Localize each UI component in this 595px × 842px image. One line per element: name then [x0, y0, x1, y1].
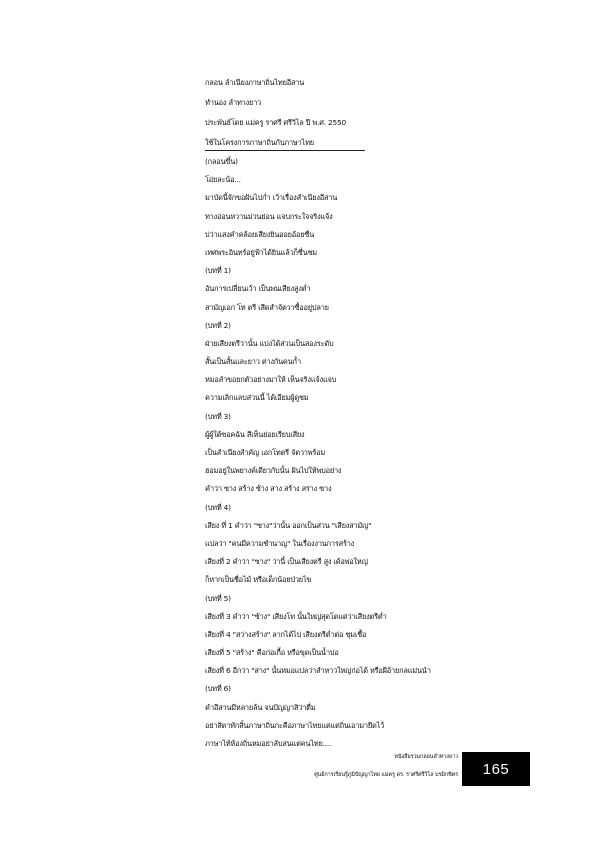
poem-line: บ่ว่าแสงคำคล้อยเสียงยินออยอ้อยซื่น — [205, 229, 315, 239]
stanza-label: (บทที่ 6) — [205, 684, 231, 694]
poem-title: กลอน ลำเนียงภาษาถิ่นไทยอีสาน — [205, 78, 305, 87]
poem-line: คำอีสานมีหลายล้น จนปัญญาสิว่าตื่ม — [205, 702, 316, 712]
poem-line: เสียงที่ 6 อีกว่า "สาง" นั้นหมอแปลว่าสำหาวใหญ่ก่อได้ หรือผีอ้ายกลแม่นนำ — [205, 666, 431, 676]
page-number: 165 — [462, 752, 530, 786]
center-credit: ศูนย์การเรียนรู้ภูมิปัญญาไทย แม่ครู ดร. ราศรีศรีวิไล บรมิกชิตร — [314, 772, 458, 778]
poem-project: ใช้ในโครงการภาษาถิ่นกับภาษาไทย — [205, 138, 314, 147]
stanza-label: (บทที่ 2) — [205, 320, 231, 330]
poem-line: เทศพระอินทร์อยู่ฟ้าได้ยินแล้วก็ซื่นชม — [205, 247, 317, 257]
poem-line: คำว่า ซาง สร้าง ซ้าง สาง สร้าง สร่าง ซาง — [205, 484, 332, 494]
poem-line: สั้นเป็นสั้นและยาว ต่างกันคนก้ำ — [205, 357, 301, 367]
poem-line: ฮอมอยู่ในพยางค์เดียวกับนั้น ฝันไปให้พบอย่าง — [205, 466, 342, 476]
poem-line: อย่าสิตาทักสิ้นภาษาถิ่นกะคือภาษาไทยแต่แต่ถิ่นเอามายึดไว้ — [205, 720, 385, 730]
poem-author: ประพันธ์โดย แม่ครู ราศรี ศรีวิไล ปี พ.ศ. 2550 — [205, 118, 347, 127]
poem-line: ภาษาไท้ห้องถิ่นหมอย่าลับสนแต่คนไทย.... — [205, 739, 332, 748]
poem-header — [205, 78, 367, 151]
poem-body — [205, 157, 465, 757]
stanza-label: (บทที่ 4) — [205, 502, 231, 512]
poem-line: ความเลิกแลบส่วนนี้ ได้เอียมผู้ดูชม — [205, 393, 309, 403]
header-divider — [205, 150, 365, 151]
poem-melody: ทำนอง ลำทางยาว — [205, 98, 262, 107]
poem-line: เสียง ที่ 1 คำว่า "ซาง"ว่านั้น ออกเป็นส่วน "เสียงสามัญ" — [205, 520, 372, 530]
stanza-label: (บทที่ 1) — [205, 266, 231, 276]
poem-line: ทางอ่อนหวานม่วนย่อน แจบกระใจจริงแจ้ง — [205, 211, 333, 221]
poem-line: เสียงที่ 4 "สว่างสร้าง" ลากได้ไป เสียงตรีต่ำต่อ ชุมเชื้อ — [205, 629, 367, 639]
poem-line: เสียงที่ 2 คำว่า "ซาง" ว่านี้ เป็นเสียงตรี สูง เด้อพ่อใหญ่ — [205, 557, 368, 567]
poem-line: ผู้ผู้ใต้ซอคฉัน สีเห็นย่อยเรียบเสียง — [205, 429, 305, 439]
poem-line: ฝ่ายเสียงตรีว่านั้น แบ่งได้ส่วนเป็นสองระดับ — [205, 338, 334, 348]
poem-line: หมอลำขอยกตัวอย่างมาให้ เห็นจริงแจ้งแจบ — [205, 375, 337, 385]
page-footer — [200, 753, 458, 789]
poem-line: มาบัดนี้จักขอฝันไปก่ำ เว้าเรื่องสำเนียงอีสาน — [205, 193, 338, 203]
stanza-label: (บทที่ 3) — [205, 411, 231, 421]
poem-line: สามัญเอก โท ตรี เสีดสำจัตวาซื้ออยู่ปลาย — [205, 302, 329, 312]
poem-line: เสียงที่ 5 "สร้าง" คือก่อเกื้อ หรือขุดเป็นน้ำบ่อ — [205, 648, 339, 658]
stanza-label: (บทที่ 5) — [205, 593, 231, 603]
poem-line: แปลว่า "คนมีความชำนาญ" ในเรื่องงานการสร้าง — [205, 538, 355, 548]
poem-line: อันการเปลี่ยนเว้า เป็นพนเสียงสูงต่ำ — [205, 284, 311, 294]
poem-line: เสียงที่ 3 คำว่า "ซ้าง" เสียงโท นั้นใหญ่สุดโตแต่ว่าเสียงตรีต่ำ — [205, 611, 387, 621]
poem-line: ก็หากเป็นชื่อไม้ หรือเด็กน้อยป่วยไข — [205, 575, 312, 585]
book-title: หนังสือรวมกลอนลำทางยาว — [394, 754, 458, 760]
poem-line: โอ่ยละน้อ... — [205, 175, 241, 185]
poem-line: เป็นสำเนียงสำคัญ เอกโทตรี จัตวาพร้อม — [205, 448, 326, 457]
poem-line: (กลอนขึ้น) — [205, 157, 238, 166]
